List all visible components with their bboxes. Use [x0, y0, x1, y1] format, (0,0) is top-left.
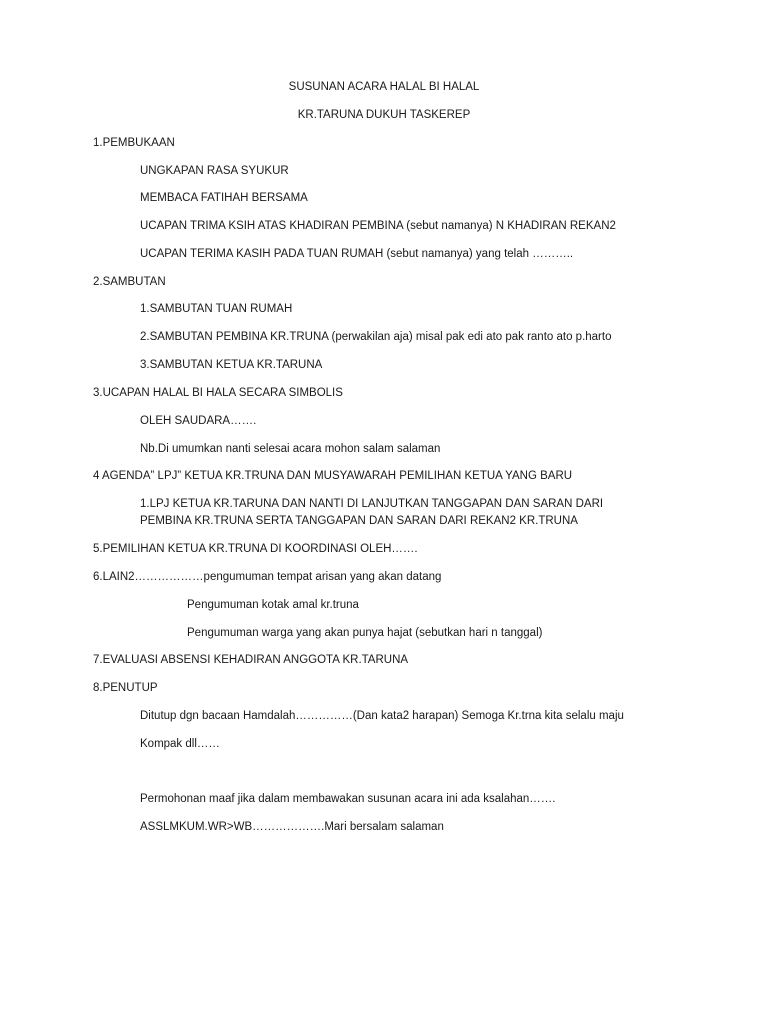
section-heading-evaluasi: 7.EVALUASI ABSENSI KEHADIRAN ANGGOTA KR.TARUNA — [93, 654, 409, 666]
section-item: OLEH SAUDARA……. — [140, 415, 257, 427]
section-item: Pengumuman kotak amal kr.truna — [187, 599, 359, 611]
section-item: Ditutup dgn bacaan Hamdalah……………(Dan kata2 harapan) Semoga Kr.trna kita selalu maju — [140, 710, 624, 722]
section-note: Nb.Di umumkan nanti selesai acara mohon salam salaman — [140, 443, 441, 455]
closing-greeting: ASSLMKUM.WR>WB……………….Mari bersalam salaman — [140, 821, 444, 833]
document-subtitle: KR.TARUNA DUKUH TASKEREP — [297, 109, 471, 121]
section-item: PEMBINA KR.TRUNA SERTA TANGGAPAN DAN SARAN DARI REKAN2 KR.TRUNA — [140, 515, 578, 527]
section-item: 2.SAMBUTAN PEMBINA KR.TRUNA (perwakilan aja) misal pak edi ato pak ranto ato p.harto — [140, 331, 612, 343]
document-title: SUSUNAN ACARA HALAL BI HALAL — [288, 81, 480, 93]
section-heading-pemilihan: 5.PEMILIHAN KETUA KR.TRUNA DI KOORDINASI OLEH……. — [93, 543, 418, 555]
section-item: UCAPAN TRIMA KSIH ATAS KHADIRAN PEMBINA (sebut namanya) N KHADIRAN REKAN2 — [140, 220, 616, 232]
section-item: MEMBACA FATIHAH BERSAMA — [140, 192, 308, 204]
section-item: Kompak dll…… — [140, 738, 220, 750]
section-item: Pengumuman warga yang akan punya hajat (sebutkan hari n tanggal) — [187, 627, 543, 639]
section-heading-sambutan: 2.SAMBUTAN — [93, 276, 166, 288]
section-heading-penutup: 8.PENUTUP — [93, 682, 158, 694]
section-item: 1.SAMBUTAN TUAN RUMAH — [140, 303, 293, 315]
section-item: UNGKAPAN RASA SYUKUR — [140, 165, 289, 177]
section-item: 3.SAMBUTAN KETUA KR.TARUNA — [140, 359, 323, 371]
section-heading-ucapan: 3.UCAPAN HALAL BI HALA SECARA SIMBOLIS — [93, 387, 343, 399]
section-item: UCAPAN TERIMA KASIH PADA TUAN RUMAH (sebut namanya) yang telah ……….. — [140, 248, 574, 260]
section-heading-pembukaan: 1.PEMBUKAAN — [93, 137, 175, 149]
section-item: 1.LPJ KETUA KR.TARUNA DAN NANTI DI LANJUTKAN TANGGAPAN DAN SARAN DARI — [140, 498, 604, 510]
closing-apology: Permohonan maaf jika dalam membawakan susunan acara ini ada ksalahan……. — [140, 793, 556, 805]
section-heading-agenda: 4 AGENDA” LPJ” KETUA KR.TRUNA DAN MUSYAWARAH PEMILIHAN KETUA YANG BARU — [93, 470, 573, 482]
section-heading-lain: 6.LAIN2………………pengumuman tempat arisan yang akan datang — [93, 571, 442, 583]
